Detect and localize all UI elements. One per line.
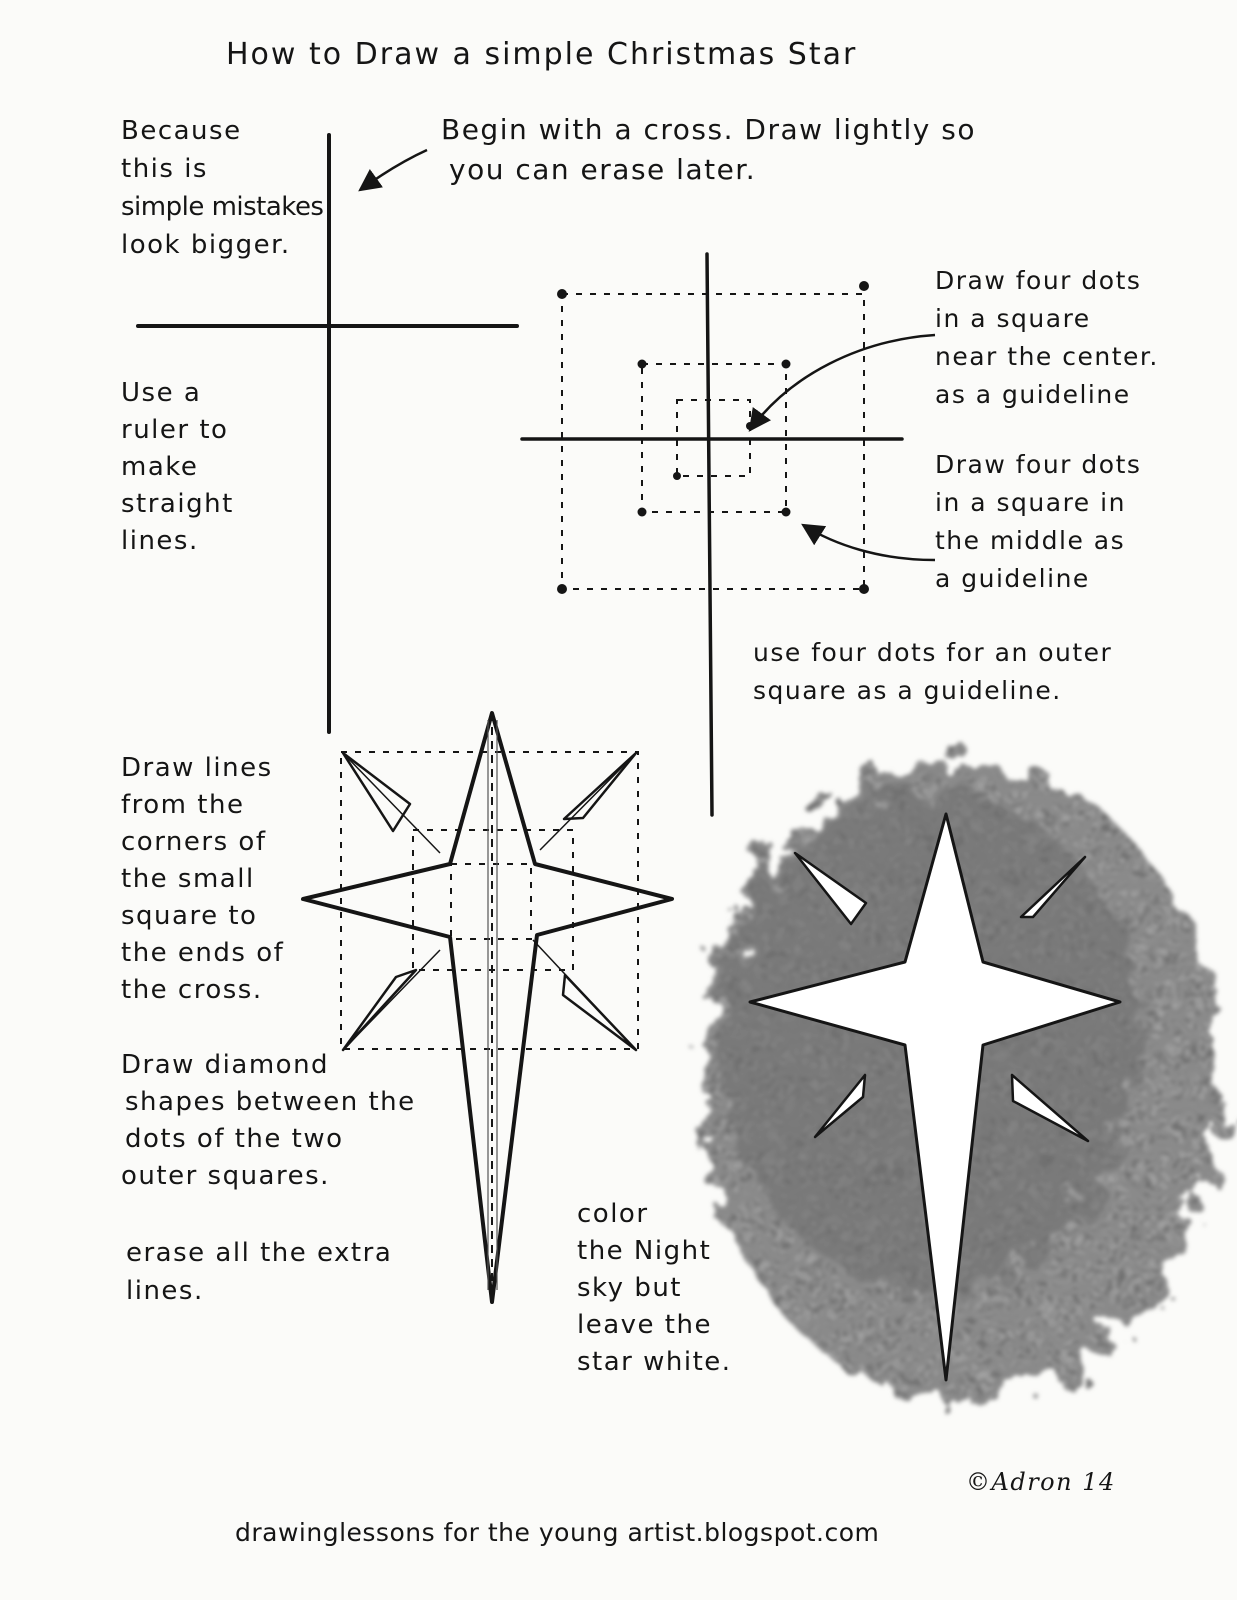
page-title: How to Draw a simple Christmas Star (226, 37, 858, 72)
arrow-to-middle-dots (803, 525, 935, 560)
text-line: outer squares. (121, 1161, 330, 1191)
text-line: Because (121, 116, 242, 146)
text-line: sky but (577, 1273, 683, 1303)
text-line: straight (121, 489, 234, 519)
text-line: you can erase later. (449, 153, 757, 186)
text-line: shapes between the (125, 1087, 416, 1117)
text-line: Draw lines (121, 753, 273, 783)
text-line: corners of (121, 827, 267, 857)
instruction-dots-near-center (935, 262, 1159, 414)
text-line: Draw four dots (935, 450, 1142, 479)
instruction-color-sky (577, 1196, 732, 1381)
text-line: in a square (935, 304, 1091, 333)
note-use-ruler (121, 375, 234, 560)
text-line: from the (121, 790, 245, 820)
text-line: Use a (121, 378, 202, 408)
text-line: erase all the extra (126, 1238, 393, 1268)
step4-finished-star-diagram (700, 760, 1220, 1400)
text-line: the small (121, 864, 255, 894)
text-line: this is (121, 154, 208, 184)
text-line: as a guideline (935, 380, 1131, 409)
text-line: Begin with a cross. Draw lightly so (441, 113, 976, 146)
text-line: square as a guideline. (753, 676, 1062, 705)
text-line: ruler to (121, 415, 229, 445)
text-line: lines. (126, 1276, 204, 1306)
note-mistakes-look-bigger (121, 112, 323, 264)
instruction-begin-with-cross (441, 110, 976, 190)
text-line: the middle as (935, 526, 1126, 555)
text-line: near the center. (935, 342, 1159, 371)
arrow-to-center-dots (750, 335, 935, 430)
text-line: the cross. (121, 975, 263, 1005)
text-line: make (121, 452, 199, 482)
instruction-dots-middle (935, 446, 1141, 598)
artist-signature: ©Adron 14 (966, 1468, 1116, 1496)
instruction-erase-lines (126, 1234, 392, 1310)
instruction-diamond-shapes (121, 1047, 416, 1195)
text-line: the Night (577, 1236, 712, 1266)
footer-blog-url: drawinglessons for the young artist.blogspot.com (235, 1518, 880, 1547)
text-line: star white. (577, 1347, 732, 1377)
text-line: color (577, 1199, 649, 1229)
text-line: Draw four dots (935, 266, 1142, 295)
text-line: Draw diamond (121, 1050, 330, 1080)
instruction-draw-lines (121, 750, 284, 1009)
text-line: the ends of (121, 938, 285, 968)
text-line: dots of the two (125, 1124, 344, 1154)
text-line: a guideline (935, 564, 1090, 593)
text-line: leave the (577, 1310, 712, 1340)
arrow-to-cross (360, 150, 427, 190)
instruction-outer-square (753, 634, 1112, 710)
text-line: square to (121, 901, 258, 931)
text-line: simple mistakes (121, 192, 324, 222)
text-line: use four dots for an outer (753, 638, 1113, 667)
step2-guide-squares-diagram (522, 254, 935, 815)
text-line: lines. (121, 526, 199, 556)
text-line: in a square in (935, 488, 1126, 517)
text-line: look bigger. (121, 230, 291, 260)
